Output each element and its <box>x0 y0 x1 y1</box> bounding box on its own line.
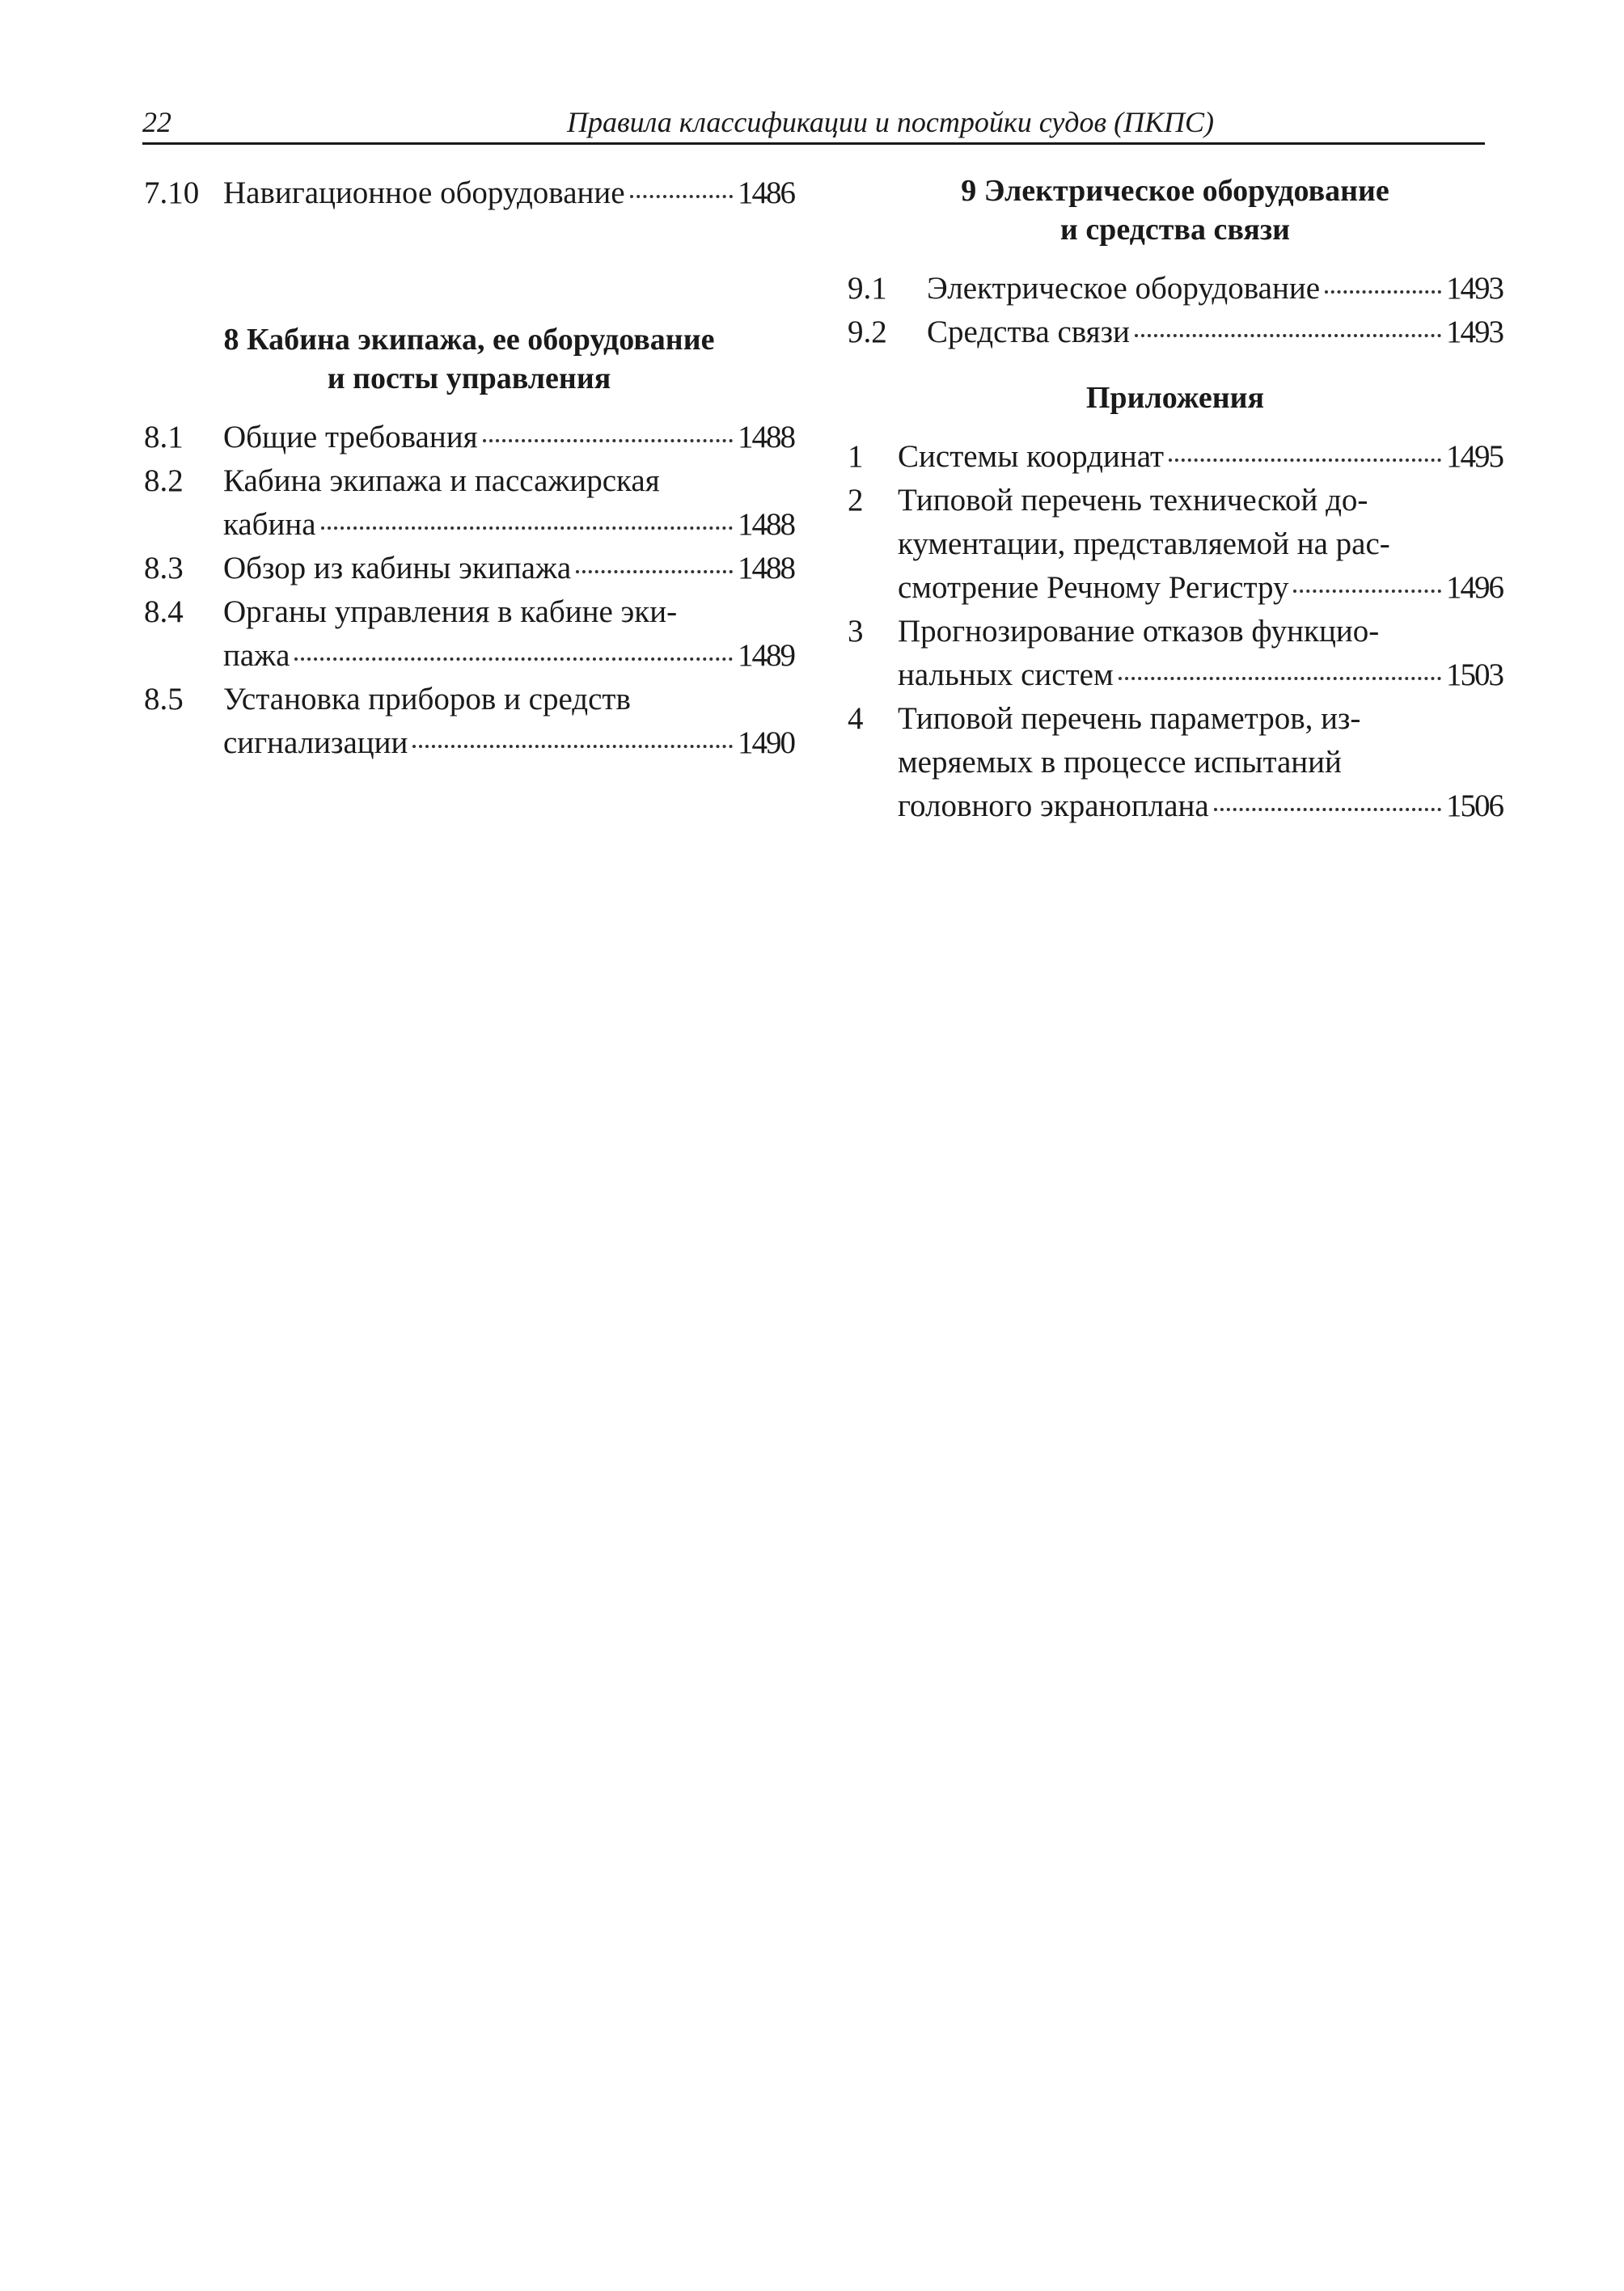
entry-title-line: Кабина экипажа и пассажирская <box>223 463 660 498</box>
running-title: Правила классификации и постройки судов (ПКПС) <box>566 106 1215 138</box>
toc-appendix-4 <box>848 697 1503 828</box>
entry-page: 1493 <box>1446 315 1503 349</box>
dot-leader <box>1119 677 1441 680</box>
dot-leader <box>412 745 733 748</box>
entry-page: 1493 <box>1446 271 1503 306</box>
section-heading-line: и посты управления <box>327 361 611 395</box>
entry-number: 3 <box>848 614 864 649</box>
section-heading-line: 8 Кабина экипажа, ее оборудование <box>223 323 715 357</box>
dot-leader <box>1169 459 1441 462</box>
entry-title: Общие требования <box>223 420 478 454</box>
toc-entry-7-10 <box>144 171 794 215</box>
dot-leader <box>321 526 733 530</box>
entry-title: нальных систем <box>898 657 1114 692</box>
entry-number: 7.10 <box>144 175 200 210</box>
entry-page: 1503 <box>1446 657 1503 692</box>
entry-page: 1496 <box>1446 570 1503 605</box>
section-heading-line: Приложения <box>1085 381 1265 415</box>
dot-leader <box>630 195 733 198</box>
appendices-heading <box>848 378 1503 417</box>
section-heading-line: 9 Электрическое оборудование <box>961 174 1389 208</box>
entry-page: 1490 <box>738 725 794 760</box>
toc-entry-8-1 <box>144 416 794 459</box>
toc-appendix-3 <box>848 610 1503 697</box>
entry-title: Электрическое оборудование <box>927 271 1321 306</box>
entry-title: головного экраноплана <box>898 788 1209 823</box>
entry-page: 1506 <box>1446 788 1503 823</box>
entry-title: пажа <box>223 638 290 673</box>
dot-leader <box>1214 808 1441 811</box>
toc-right-column <box>848 171 1503 828</box>
dot-leader <box>576 570 733 573</box>
entry-number: 9.2 <box>848 315 887 349</box>
toc-appendix-1 <box>848 435 1503 479</box>
entry-number: 2 <box>848 483 864 518</box>
entry-page: 1488 <box>738 507 794 542</box>
toc-entry-8-4 <box>144 590 794 678</box>
entry-number: 8.2 <box>144 463 184 498</box>
entry-title-line: меряемых в процессе испытаний <box>898 745 1342 780</box>
entry-page: 1488 <box>738 551 794 585</box>
dot-leader <box>1293 590 1441 593</box>
entry-title-line: кументации, представляемой на рас- <box>898 526 1390 561</box>
entry-title-line: Органы управления в кабине эки- <box>223 594 678 629</box>
page-header <box>142 102 1485 145</box>
toc-left-column <box>144 171 794 765</box>
entry-page: 1489 <box>738 638 794 673</box>
entry-title-line: Типовой перечень параметров, из- <box>898 701 1361 736</box>
section-9-heading <box>848 171 1503 249</box>
entry-title: Системы координат <box>898 439 1165 474</box>
toc-entry-8-3 <box>144 547 794 590</box>
dot-leader <box>294 657 733 661</box>
toc-entry-9-2 <box>848 311 1503 354</box>
entry-number: 8.4 <box>144 594 184 629</box>
entry-number: 9.1 <box>848 271 887 306</box>
entry-page: 1495 <box>1446 439 1503 474</box>
entry-title-line: Прогнозирование отказов функцио- <box>898 614 1380 649</box>
entry-title: смотрение Речному Регистру <box>898 570 1289 605</box>
entry-number: 8.3 <box>144 551 184 585</box>
entry-title: сигнализации <box>223 725 408 760</box>
entry-page: 1486 <box>738 175 794 210</box>
dot-leader <box>1325 290 1441 294</box>
section-8-heading <box>144 320 794 398</box>
section-heading-line: и средства связи <box>1059 213 1291 247</box>
entry-title-line: Типовой перечень технической до- <box>898 483 1368 518</box>
page-number: 22 <box>142 106 171 138</box>
dot-leader <box>1135 334 1441 337</box>
dot-leader <box>483 439 733 442</box>
entry-title: Средства связи <box>927 315 1130 349</box>
entry-title: кабина <box>223 507 316 542</box>
entry-page: 1488 <box>738 420 794 454</box>
entry-number: 8.1 <box>144 420 184 454</box>
entry-number: 1 <box>848 439 864 474</box>
entry-title-line: Установка приборов и средств <box>223 682 631 716</box>
toc-entry-8-2 <box>144 459 794 547</box>
toc-appendix-2 <box>848 479 1503 610</box>
entry-number: 4 <box>848 701 864 736</box>
entry-title: Обзор из кабины экипажа <box>223 551 572 585</box>
toc-entry-8-5 <box>144 678 794 765</box>
entry-title: Навигационное оборудование <box>223 175 625 210</box>
entry-number: 8.5 <box>144 682 184 716</box>
toc-entry-9-1 <box>848 267 1503 311</box>
